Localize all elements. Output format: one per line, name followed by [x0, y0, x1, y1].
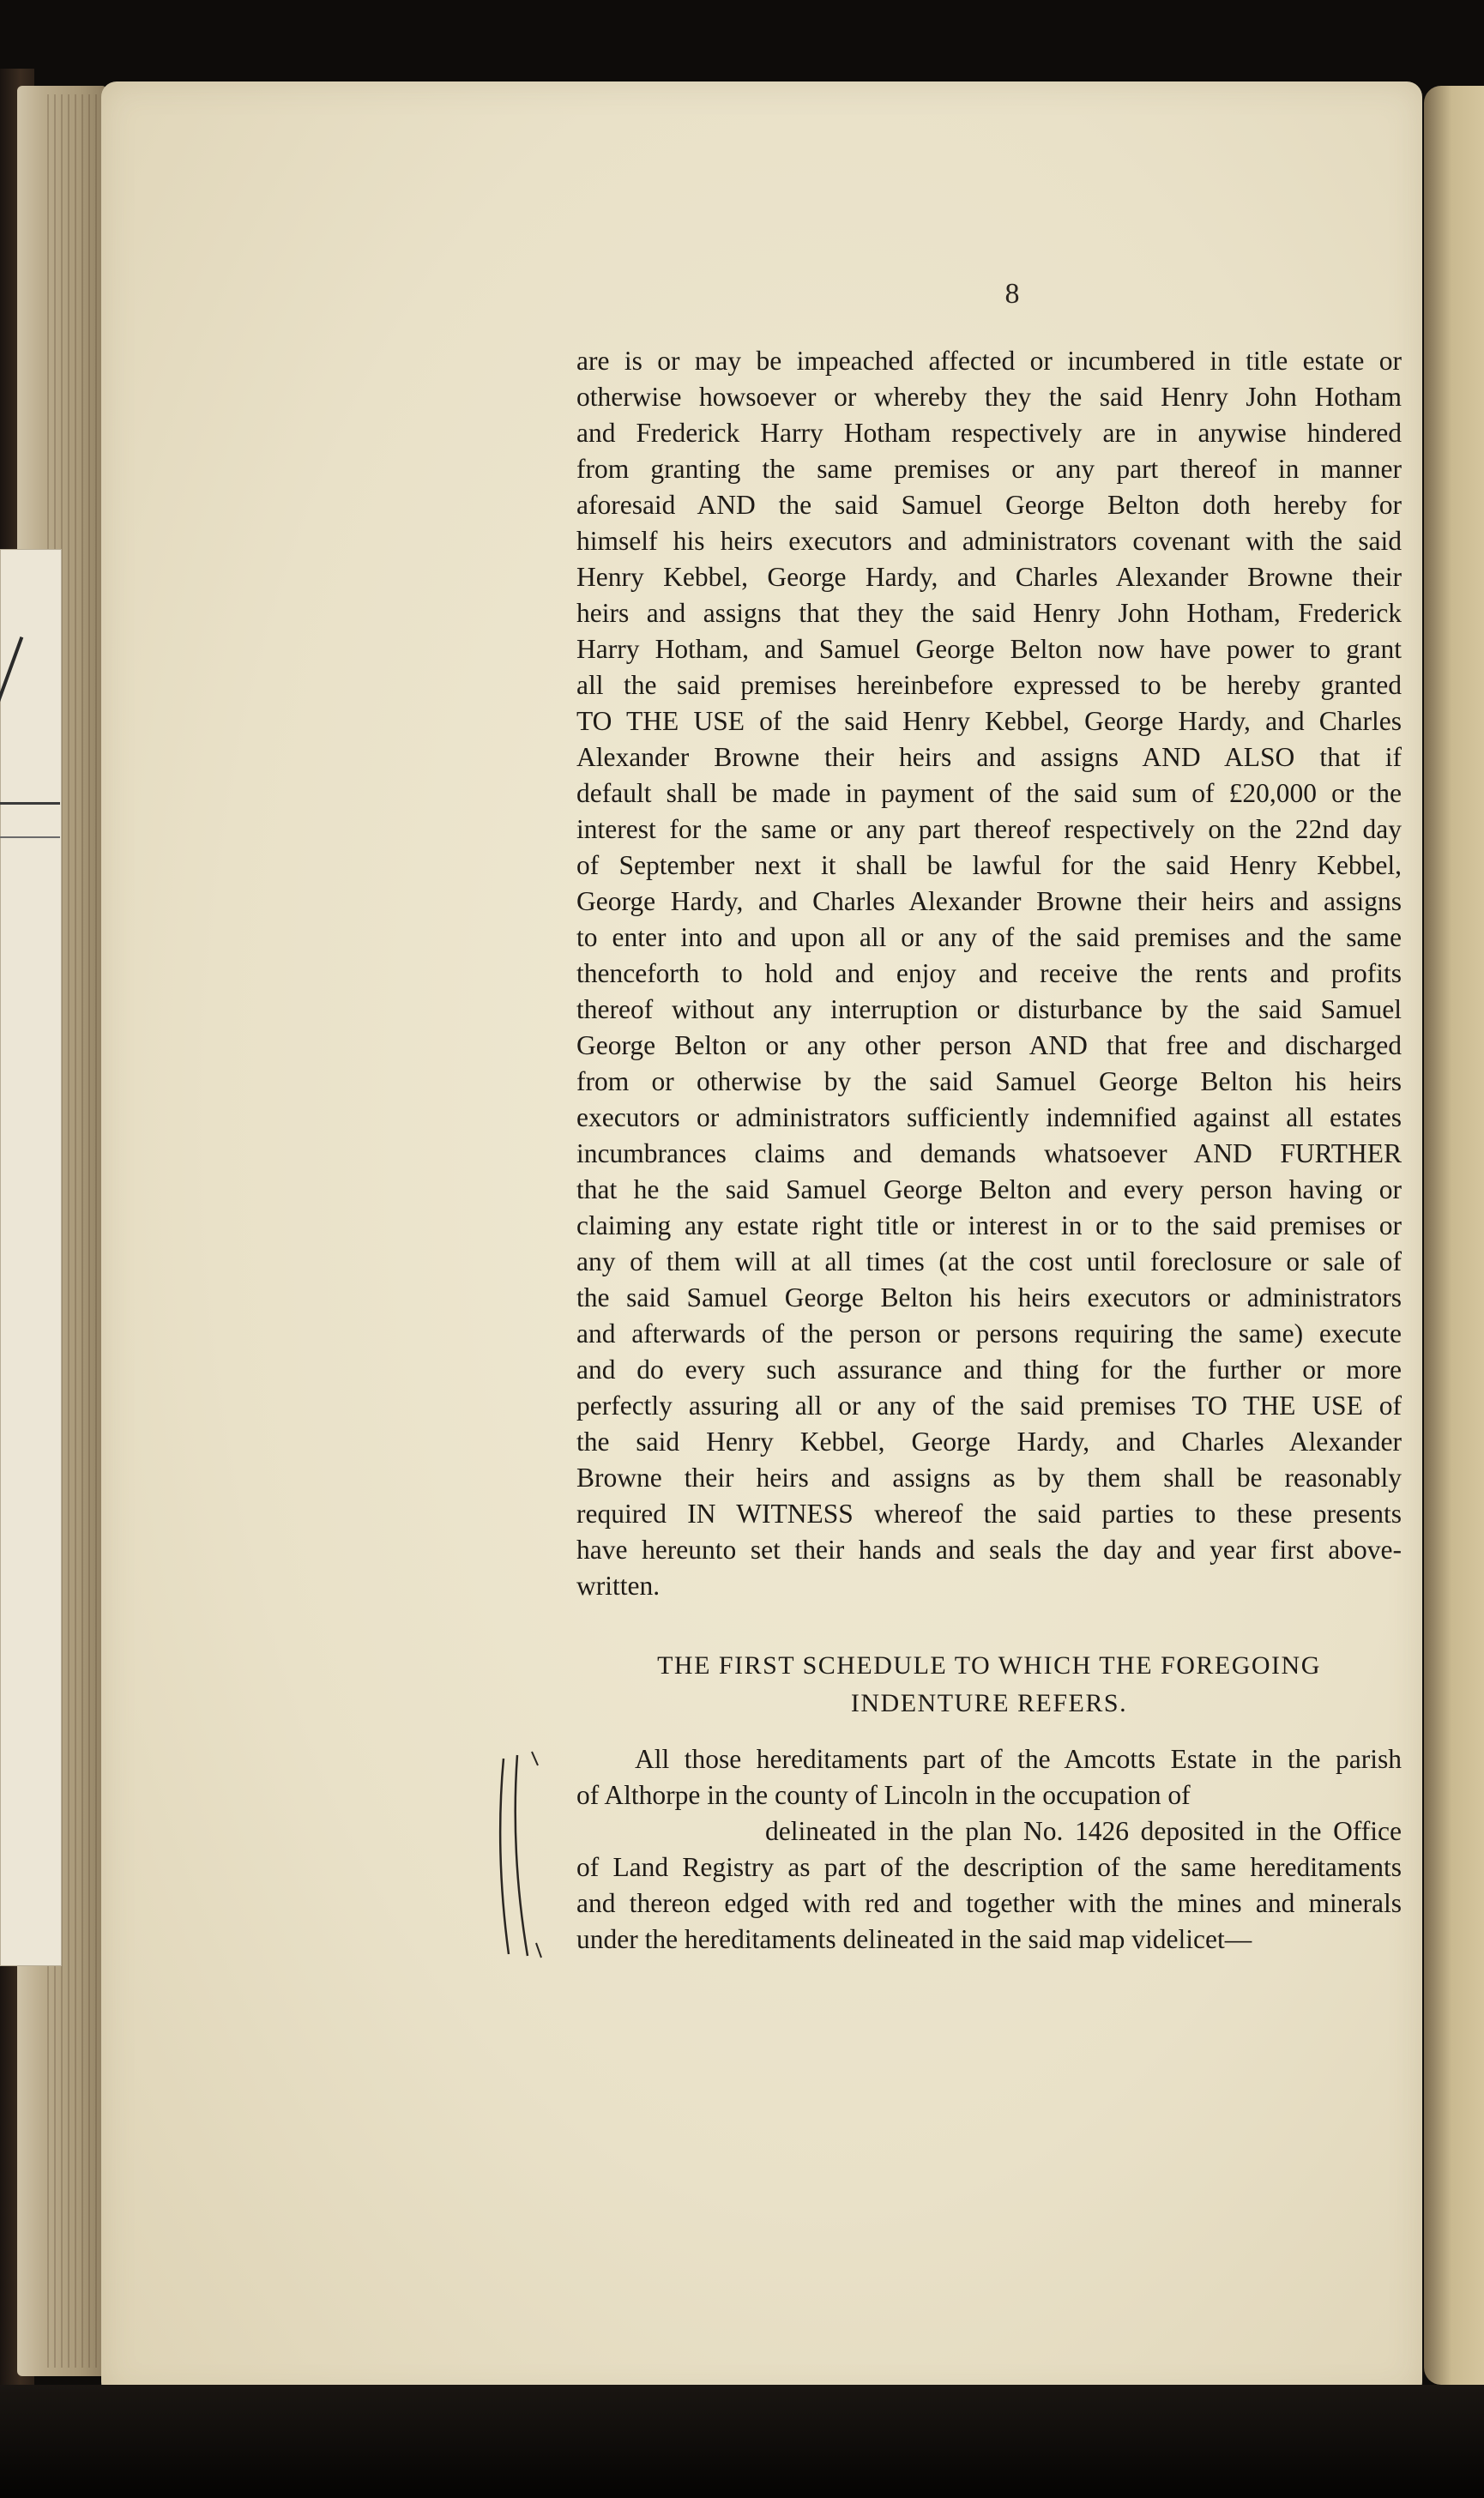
text-line: delineated in the plan No. 1426 deposited in the Office: [765, 1816, 1402, 1846]
text-line: Harry Hotham, and Samuel George Belton now have power to grant: [576, 634, 1402, 664]
text-line: that he the said Samuel George Belton and every person having or: [576, 1174, 1402, 1204]
inserted-paper-slip: [0, 549, 62, 1966]
text-line: thereof without any interruption or disturbance by the said Samuel: [576, 994, 1402, 1024]
text-line: under the hereditaments delineated in the said map videlicet—: [576, 1924, 1252, 1954]
text-line: thenceforth to hold and enjoy and receive the rents and profits: [576, 958, 1402, 988]
text-line: and afterwards of the person or persons requiring the same) execute: [576, 1318, 1402, 1349]
text-line: to enter into and upon all or any of the said premises and the same: [576, 922, 1402, 952]
text-line: claiming any estate right title or interest in or to the said premises or: [576, 1210, 1402, 1240]
text-line: himself his heirs executors and administrators covenant with the said: [576, 526, 1402, 556]
schedule-heading: [576, 1647, 1402, 1723]
text-line: and thereon edged with red and together with the mines and minerals: [576, 1888, 1402, 1918]
text-line: any of them will at all times (at the cost until foreclosure or sale of: [576, 1246, 1402, 1276]
text-line: perfectly assuring all or any of the said premises TO THE USE of: [576, 1391, 1402, 1421]
text-line: interest for the same or any part thereof respectively on the 22nd day: [576, 814, 1402, 844]
text-line: aforesaid AND the said Samuel George Belton doth hereby for: [576, 490, 1402, 520]
text-line: default shall be made in payment of the said sum of £20,000 or the: [576, 778, 1402, 808]
deed-body-text: [576, 343, 1402, 1604]
text-line: written.: [576, 1571, 661, 1601]
text-line: heirs and assigns that they the said Henry John Hotham, Frederick: [576, 598, 1402, 628]
text-line: otherwise howsoever or whereby they the said Henry John Hotham: [576, 382, 1402, 412]
text-line: Alexander Browne their heirs and assigns AND ALSO that if: [576, 742, 1402, 772]
text-line: the said Samuel George Belton his heirs executors or administrators: [576, 1282, 1402, 1312]
text-line: all the said premises hereinbefore expressed to be hereby granted: [576, 670, 1402, 700]
slip-rule-line: [0, 802, 60, 805]
text-line: incumbrances claims and demands whatsoever AND FURTHER: [576, 1138, 1402, 1168]
text-line: of September next it shall be lawful for the said Henry Kebbel,: [576, 850, 1402, 880]
text-line: of Land Registry as part of the description of the same hereditaments: [576, 1852, 1402, 1882]
schedule-body-text: [576, 1741, 1402, 1958]
text-line: from granting the same premises or any part thereof in manner: [576, 454, 1402, 484]
text-line: from or otherwise by the said Samuel George Belton his heirs: [576, 1066, 1402, 1096]
schedule-heading-line: INDENTURE REFERS.: [850, 1689, 1128, 1717]
text-line: Henry Kebbel, George Hardy, and Charles Alexander Browne their: [576, 562, 1402, 592]
text-line: required IN WITNESS whereof the said parties to these presents: [576, 1499, 1402, 1529]
page-number: 8: [1004, 278, 1020, 310]
text-line: and Frederick Harry Hotham respectively are in anywise hindered: [576, 418, 1402, 448]
text-line: TO THE USE of the said Henry Kebbel, George Hardy, and Charles: [576, 706, 1402, 736]
text-line: executors or administrators sufficiently indemnified against all estates: [576, 1102, 1402, 1132]
text-line: All those hereditaments part of the Amcotts Estate in the parish: [635, 1744, 1402, 1774]
text-line: are is or may be impeached affected or incumbered in title estate or: [576, 346, 1402, 376]
slip-rule-line: [0, 836, 60, 838]
text-line: of Althorpe in the county of Lincoln in the occupation of: [576, 1780, 1191, 1810]
text-line: and do every such assurance and thing for the further or more: [576, 1355, 1402, 1385]
scan-background-bottom: [0, 2385, 1484, 2498]
next-page-edge: [1424, 86, 1484, 2385]
text-line: George Belton or any other person AND that free and discharged: [576, 1030, 1402, 1060]
text-line: Browne their heirs and assigns as by them shall be reasonably: [576, 1463, 1402, 1493]
handwritten-bracket-mark: [493, 1750, 562, 1960]
text-line: have hereunto set their hands and seals the day and year first above-: [576, 1535, 1402, 1565]
schedule-heading-line: THE FIRST SCHEDULE TO WHICH THE FOREGOING: [657, 1651, 1321, 1680]
text-line: George Hardy, and Charles Alexander Browne their heirs and assigns: [576, 886, 1402, 916]
text-line: the said Henry Kebbel, George Hardy, and Charles Alexander: [576, 1427, 1402, 1457]
